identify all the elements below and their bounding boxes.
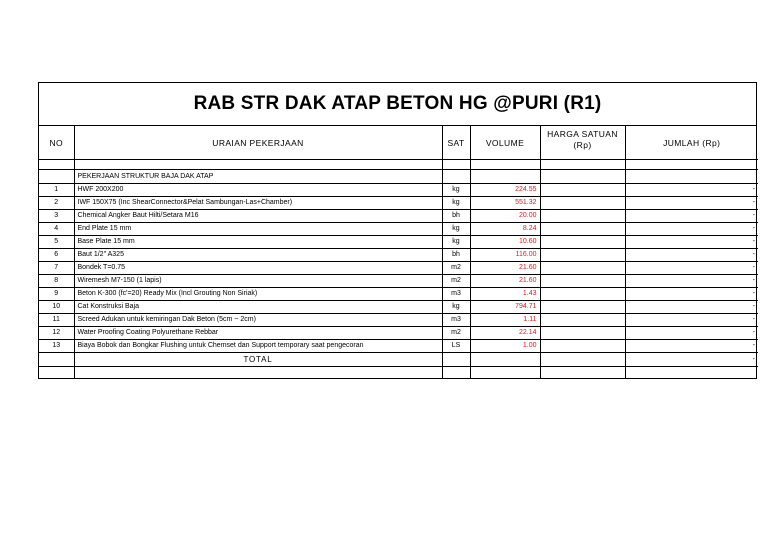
cell-uraian: Wiremesh M7-150 (1 lapis)	[74, 275, 442, 288]
cell-jumlah: -	[625, 314, 758, 327]
cell-uraian: IWF 150X75 (Inc ShearConnector&Pelat Sambungan-Las+Chamber)	[74, 197, 442, 210]
cell-no: 5	[39, 236, 74, 249]
header-row	[39, 126, 758, 160]
cell-harga-satuan	[540, 262, 625, 275]
cell-uraian: Screed Adukan untuk kemiringan Dak Beton (5cm ~ 2cm)	[74, 314, 442, 327]
boq-sheet	[38, 82, 757, 379]
header-volume: VOLUME	[470, 126, 540, 160]
cell-volume: 794.71	[470, 301, 540, 314]
cell-volume: 8.24	[470, 223, 540, 236]
cell-jumlah: -	[625, 262, 758, 275]
cell-no: 9	[39, 288, 74, 301]
cell-uraian: Water Proofing Coating Polyurethane Rebbar	[74, 327, 442, 340]
cell-sat: kg	[442, 223, 470, 236]
cell-sat: m3	[442, 288, 470, 301]
spacer-row	[39, 160, 758, 170]
header-jumlah: JUMLAH (Rp)	[625, 126, 758, 160]
cell-volume: 20.00	[470, 210, 540, 223]
cell-no: 10	[39, 301, 74, 314]
cell-harga-satuan	[540, 197, 625, 210]
header-harga-satuan	[540, 126, 625, 160]
cell-volume: 10.60	[470, 236, 540, 249]
cell-jumlah: -	[625, 327, 758, 340]
table-row	[39, 327, 758, 340]
cell-harga-satuan	[540, 210, 625, 223]
cell-harga-satuan	[540, 223, 625, 236]
boq-table	[39, 126, 758, 378]
cell-sat: bh	[442, 249, 470, 262]
cell-no: 11	[39, 314, 74, 327]
cell-uraian: Chemical Angker Baut Hilti/Setara M16	[74, 210, 442, 223]
cell-jumlah: -	[625, 236, 758, 249]
cell-no: 4	[39, 223, 74, 236]
cell-volume: 1.11	[470, 314, 540, 327]
cell-jumlah: -	[625, 184, 758, 197]
cell-volume: 21.60	[470, 275, 540, 288]
table-row	[39, 236, 758, 249]
cell-uraian: Cat Konstruksi Baja	[74, 301, 442, 314]
table-row	[39, 223, 758, 236]
header-harga-line2: (Rp)	[573, 140, 592, 150]
cell-sat: LS	[442, 340, 470, 353]
cell-no: 12	[39, 327, 74, 340]
cell-harga-satuan	[540, 340, 625, 353]
header-no: NO	[39, 126, 74, 160]
cell-harga-satuan	[540, 249, 625, 262]
cell-harga-satuan	[540, 184, 625, 197]
cell-no: 13	[39, 340, 74, 353]
cell-sat: m3	[442, 314, 470, 327]
cell-volume: 116.00	[470, 249, 540, 262]
spacer-row	[39, 367, 758, 379]
cell-volume: 224.55	[470, 184, 540, 197]
cell-sat: m2	[442, 275, 470, 288]
document-title: RAB STR DAK ATAP BETON HG @PURI (R1)	[39, 83, 756, 126]
cell-jumlah: -	[625, 275, 758, 288]
cell-sat: bh	[442, 210, 470, 223]
section-row	[39, 170, 758, 184]
cell-harga-satuan	[540, 275, 625, 288]
cell-volume: 22.14	[470, 327, 540, 340]
cell-no: 8	[39, 275, 74, 288]
cell-volume: 21.60	[470, 262, 540, 275]
table-row	[39, 314, 758, 327]
table-row	[39, 275, 758, 288]
cell-uraian: Base Plate 15 mm	[74, 236, 442, 249]
table-row	[39, 210, 758, 223]
cell-no: 1	[39, 184, 74, 197]
table-row	[39, 262, 758, 275]
cell-jumlah: -	[625, 301, 758, 314]
total-row	[39, 353, 758, 367]
header-harga-line1: HARGA SATUAN	[547, 129, 618, 139]
cell-harga-satuan	[540, 314, 625, 327]
total-label: TOTAL	[74, 353, 442, 367]
cell-jumlah: -	[625, 210, 758, 223]
cell-sat: m2	[442, 327, 470, 340]
header-sat: SAT	[442, 126, 470, 160]
cell-jumlah: -	[625, 223, 758, 236]
cell-jumlah: -	[625, 249, 758, 262]
cell-jumlah: -	[625, 288, 758, 301]
total-value: -	[625, 353, 758, 367]
cell-no: 6	[39, 249, 74, 262]
cell-no: 7	[39, 262, 74, 275]
table-row	[39, 249, 758, 262]
cell-harga-satuan	[540, 327, 625, 340]
table-row	[39, 288, 758, 301]
cell-no: 2	[39, 197, 74, 210]
table-row	[39, 301, 758, 314]
header-uraian: URAIAN PEKERJAAN	[74, 126, 442, 160]
cell-uraian: Beton K-300 (fc'=20) Ready Mix (Incl Grouting Non Siriak)	[74, 288, 442, 301]
cell-volume: 1.43	[470, 288, 540, 301]
table-row	[39, 197, 758, 210]
cell-sat: kg	[442, 197, 470, 210]
cell-jumlah: -	[625, 340, 758, 353]
cell-uraian: Bondek T=0.75	[74, 262, 442, 275]
cell-harga-satuan	[540, 288, 625, 301]
cell-harga-satuan	[540, 301, 625, 314]
cell-volume: 551.32	[470, 197, 540, 210]
cell-sat: kg	[442, 184, 470, 197]
cell-uraian: HWF 200X200	[74, 184, 442, 197]
cell-sat: m2	[442, 262, 470, 275]
cell-uraian: Baut 1/2" A325	[74, 249, 442, 262]
cell-sat: kg	[442, 236, 470, 249]
section-title: PEKERJAAN STRUKTUR BAJA DAK ATAP	[74, 170, 442, 184]
table-row	[39, 184, 758, 197]
cell-no: 3	[39, 210, 74, 223]
cell-harga-satuan	[540, 236, 625, 249]
cell-jumlah: -	[625, 197, 758, 210]
cell-uraian: Biaya Bobok dan Bongkar Flushing untuk Chemset dan Support temporary saat pengecoran	[74, 340, 442, 353]
table-row	[39, 340, 758, 353]
cell-sat: kg	[442, 301, 470, 314]
cell-uraian: End Plate 15 mm	[74, 223, 442, 236]
cell-volume: 1.00	[470, 340, 540, 353]
